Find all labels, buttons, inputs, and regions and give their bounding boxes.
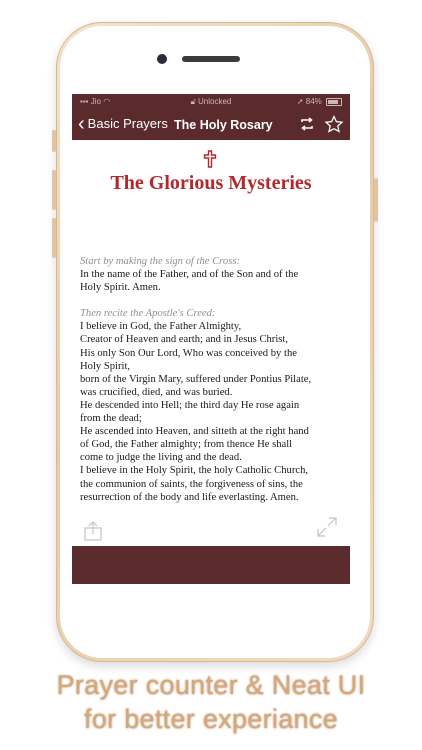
prayer-line: from the dead; [80, 413, 142, 425]
cross-icon [203, 150, 217, 168]
prayer-text [80, 255, 344, 504]
bottom-bar [72, 546, 350, 584]
star-favorite-icon[interactable] [324, 115, 344, 133]
lock-icon: 🔓︎ [190, 97, 196, 106]
prayer-line: In the name of the Father, and of the Son and of the [80, 269, 299, 281]
prayer-line: Holy Spirit, [80, 360, 131, 372]
status-bar [72, 94, 350, 110]
chevron-left-icon: ‹ [78, 112, 85, 135]
lock-label: Unlocked [198, 97, 232, 106]
back-button[interactable] [78, 112, 168, 135]
promo-caption-line-2: for better experiance [84, 704, 338, 734]
battery-info [297, 97, 342, 106]
nav-title: The Holy Rosary [174, 118, 273, 132]
back-label: Basic Prayers [87, 116, 168, 131]
volume-down-button [52, 218, 56, 258]
prayer-line: was crucified, died, and was buried. [80, 386, 233, 398]
prayer-line: His only Son Our Lord, Who was conceived by the [80, 347, 297, 359]
mute-switch [52, 130, 56, 152]
prayer-line: I believe in God, the Father Almighty, [80, 321, 242, 333]
signal-icon: ▪▪▪ [80, 97, 89, 106]
expand-icon[interactable] [316, 516, 338, 538]
app-screen [72, 94, 350, 584]
nav-bar [72, 110, 350, 140]
battery-icon [326, 98, 342, 106]
wifi-icon: ◠ [103, 97, 111, 106]
repeat-icon[interactable] [298, 115, 316, 133]
power-button [374, 178, 378, 222]
prayer-line: resurrection of the body and life everlasting. Amen. [80, 491, 299, 503]
volume-up-button [52, 170, 56, 210]
prayer-line: I believe in the Holy Spirit, the holy Catholic Church, [80, 465, 309, 477]
prayer-line: come to judge the living and the dead. [80, 452, 242, 464]
prayer-line: He ascended into Heaven, and sitteth at the right hand [80, 426, 309, 438]
promo-caption-line-1: Prayer counter & Neat UI [56, 670, 366, 700]
battery-percent: 84% [305, 97, 322, 106]
prayer-line: the communion of saints, the forgiveness of sins, the [80, 478, 303, 490]
carrier-label: Jio [90, 97, 101, 106]
instruction-creed: Then recite the Apostle's Creed: [80, 308, 216, 320]
earpiece-speaker [182, 56, 240, 62]
prayer-line: Creator of Heaven and earth; and in Jesus Christ, [80, 334, 288, 346]
prayer-line: He descended into Hell; the third day He rose again [80, 399, 300, 411]
share-icon[interactable] [82, 520, 104, 542]
prayer-line: of God, the Father almighty; from thence He shall [80, 439, 293, 451]
nav-actions [298, 115, 344, 133]
page-heading: The Glorious Mysteries [110, 172, 312, 194]
front-camera [157, 54, 167, 64]
prayer-content [72, 140, 350, 546]
prayer-line: Holy Spirit. Amen. [80, 282, 161, 294]
instruction-sign-of-cross: Start by making the sign of the Cross: [80, 256, 240, 267]
location-icon: ➚ [296, 97, 304, 106]
prayer-line: born of the Virgin Mary, suffered under Pontius Pilate, [80, 373, 312, 385]
